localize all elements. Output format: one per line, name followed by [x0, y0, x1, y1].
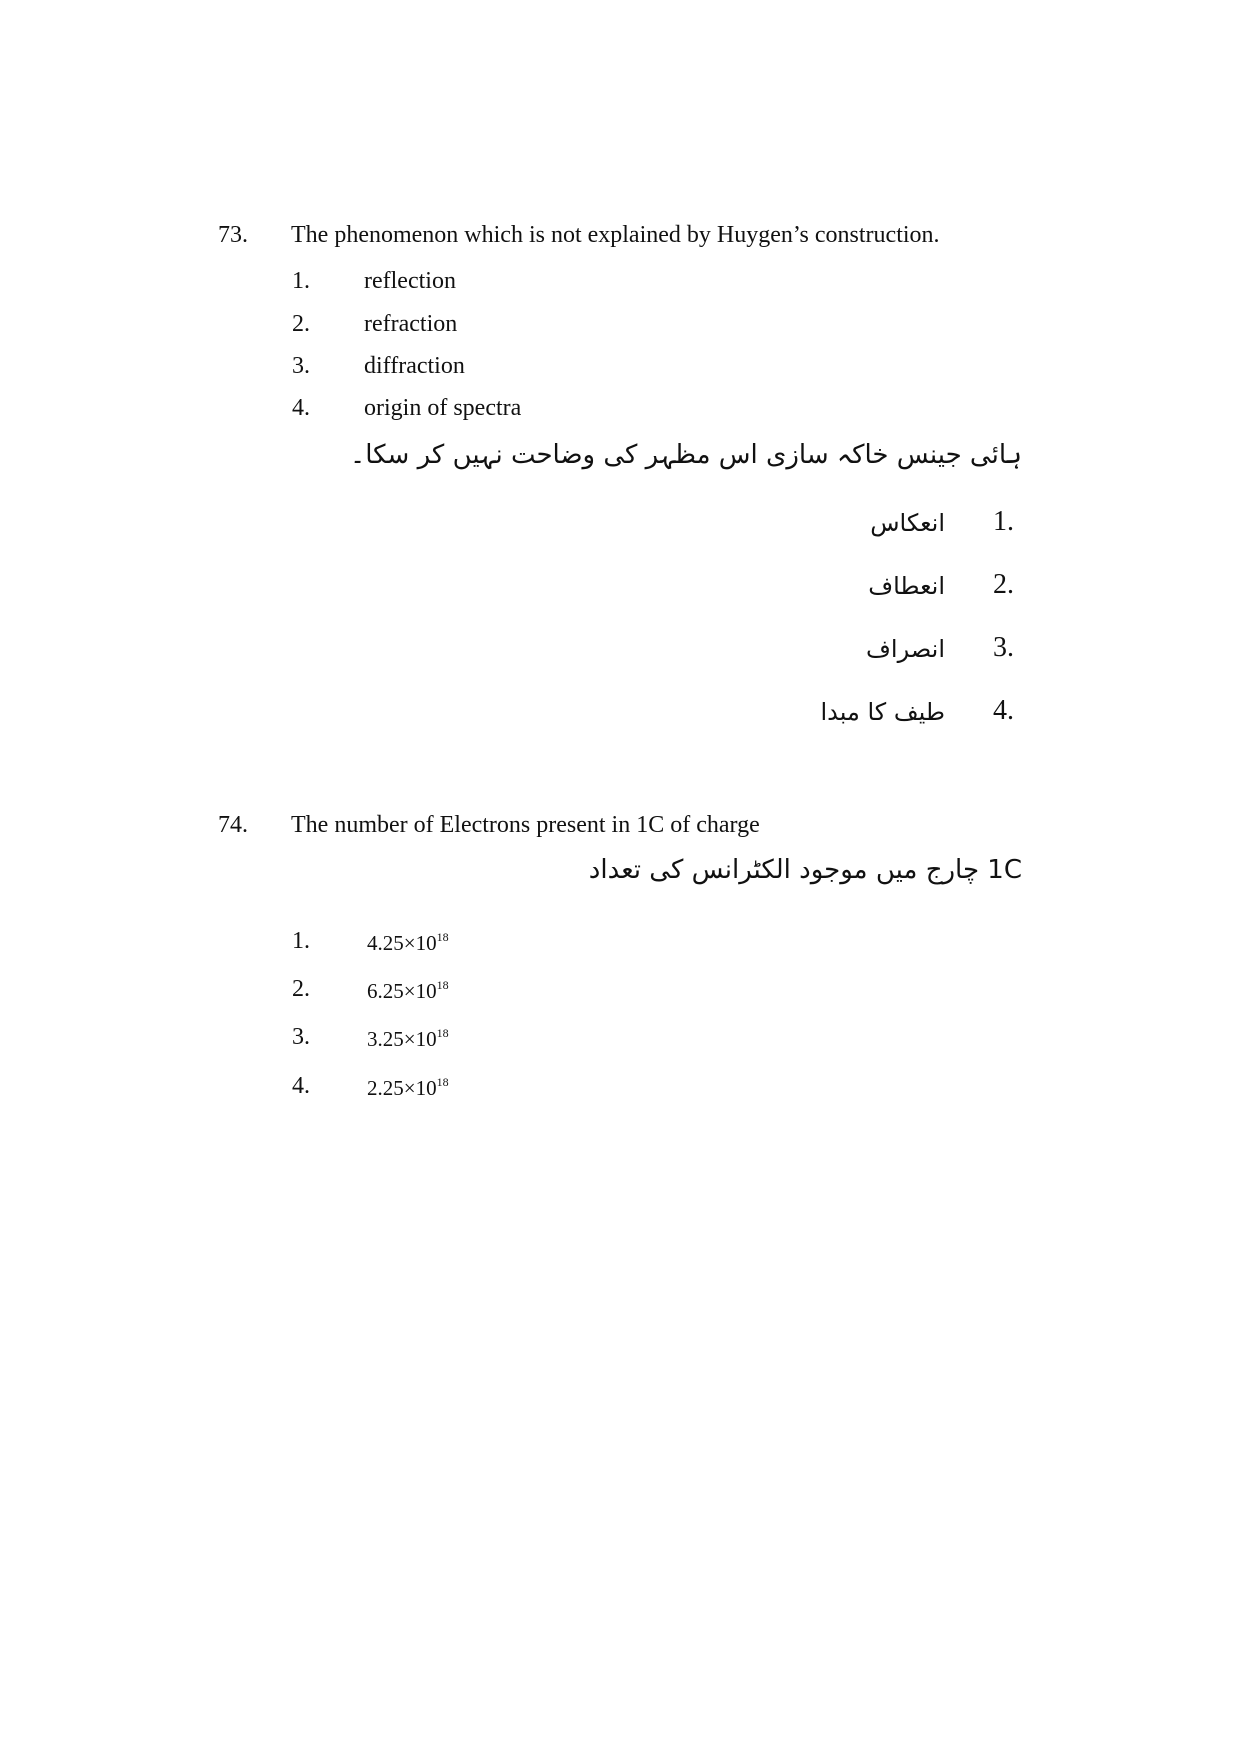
- urdu-option-text: انصراف: [866, 635, 945, 663]
- option-value: $4.25\times 10^{18}$: [367, 930, 449, 955]
- question-text: The number of Electrons present in 1C of charge: [291, 812, 760, 838]
- urdu-option-text: طیف کا مبدا: [820, 698, 945, 726]
- question-text: The phenomenon which is not explained by Huygen’s construction.: [291, 222, 940, 248]
- option-text: refraction: [364, 311, 458, 337]
- option-text: origin of spectra: [364, 395, 522, 421]
- option-number: 3.: [292, 353, 310, 379]
- option-number: 4.: [292, 395, 310, 421]
- option-text: diffraction: [364, 353, 465, 379]
- option-number: 2.: [292, 976, 310, 1002]
- option-number: 4.: [292, 1073, 310, 1099]
- question-number: 73.: [218, 222, 248, 248]
- urdu-option-number: 4.: [993, 695, 1014, 726]
- urdu-option-text: انعکاس: [870, 509, 945, 537]
- option-number: 2.: [292, 311, 310, 337]
- option-text: reflection: [364, 268, 456, 294]
- option-number: 1.: [292, 268, 310, 294]
- option-exponent: 18: [436, 1026, 449, 1040]
- urdu-question-text: 1C چارج میں موجود الکٹرانس کی تعداد: [588, 855, 1022, 885]
- option-exponent: 18: [436, 978, 449, 992]
- option-value: $3.25\times 10^{18}$: [367, 1026, 449, 1051]
- urdu-option-number: 2.: [993, 569, 1014, 600]
- option-number: 1.: [292, 928, 310, 954]
- option-exponent: 18: [436, 930, 449, 944]
- urdu-option-text: انعطاف: [868, 572, 945, 600]
- option-exponent: 18: [436, 1075, 449, 1089]
- option-value: $2.25\times 10^{18}$: [367, 1075, 449, 1100]
- urdu-option-number: 1.: [993, 506, 1014, 537]
- question-number: 74.: [218, 812, 248, 838]
- urdu-option-number: 3.: [993, 632, 1014, 663]
- urdu-question-text: ہائی جینس خاکہ سازی اس مظہر کی وضاحت نہیں کر سکا۔: [350, 440, 1022, 470]
- option-number: 3.: [292, 1024, 310, 1050]
- option-value: $6.25\times 10^{18}$: [367, 978, 449, 1003]
